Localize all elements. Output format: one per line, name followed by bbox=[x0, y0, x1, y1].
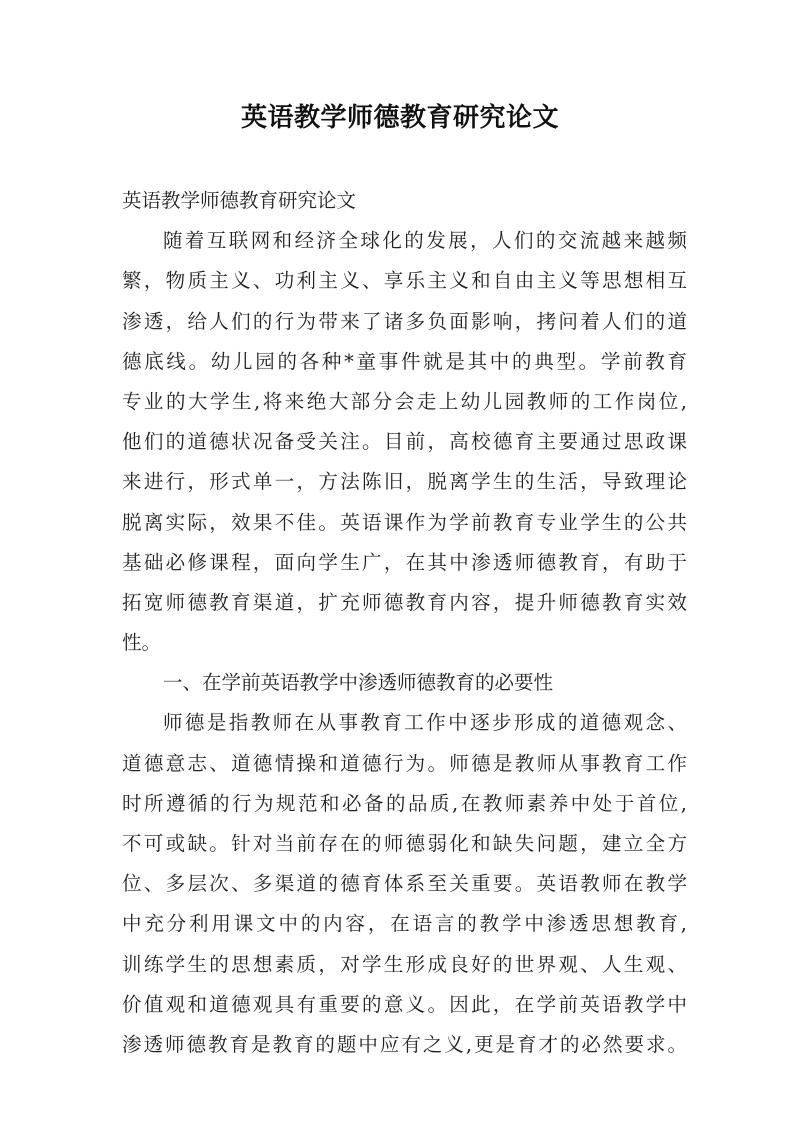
paragraph-2-line: 中充分利用课文中的内容，在语言的教学中渗透思想教育, bbox=[122, 912, 687, 936]
section-heading: 一、在学前英语教学中渗透师德教育的必要性 bbox=[163, 671, 554, 695]
paragraph-1-line: 拓宽师德教育渠道，扩充师德教育内容，提升师德教育实效 bbox=[122, 590, 687, 614]
paragraph-2-line: 位、多层次、多渠道的德育体系至关重要。英语教师在教学 bbox=[122, 872, 687, 896]
document-body bbox=[122, 181, 687, 1065]
paragraph-2-line: 渗透师德教育是教育的题中应有之义,更是育才的必然要求。 bbox=[122, 1032, 687, 1056]
paragraph-2-line: 不可或缺。针对当前存在的师德弱化和缺失问题，建立全方 bbox=[122, 832, 687, 855]
paragraph-1-line: 繁，物质主义、功利主义、享乐主义和自由主义等思想相互 bbox=[122, 269, 687, 293]
paragraph-1-line: 他们的道德状况备受关注。目前，高校德育主要通过思政课 bbox=[122, 430, 687, 454]
paragraph-1-line: 随着互联网和经济全球化的发展，人们的交流越来越频 bbox=[163, 229, 687, 253]
paragraph-2-line: 道德意志、道德情操和道德行为。师德是教师从事教育工作 bbox=[122, 751, 687, 775]
paragraph-2-line: 师德是指教师在从事教育工作中逐步形成的道德观念、 bbox=[163, 711, 687, 735]
paragraph-2-line: 价值观和道德观具有重要的意义。因此，在学前英语教学中 bbox=[122, 992, 687, 1016]
document-title: 英语教学师德教育研究论文 bbox=[240, 103, 559, 133]
paragraph-1-line: 基础必修课程，面向学生广，在其中渗透师德教育，有助于 bbox=[122, 550, 687, 574]
paragraph-1-line: 专业的大学生,将来绝大部分会走上幼儿园教师的工作岗位, bbox=[122, 389, 687, 413]
body-subtitle: 英语教学师德教育研究论文 bbox=[122, 189, 357, 212]
paragraph-1-line: 来进行，形式单一，方法陈旧，脱离学生的生活，导致理论 bbox=[122, 470, 687, 494]
paragraph-1-line: 脱离实际，效果不佳。英语课作为学前教育专业学生的公共 bbox=[122, 510, 687, 534]
paragraph-1-line: 性。 bbox=[122, 631, 162, 655]
paragraph-2-line: 训练学生的思想素质，对学生形成良好的世界观、人生观、 bbox=[122, 952, 687, 976]
paragraph-2-line: 时所遵循的行为规范和必备的品质,在教师素养中处于首位, bbox=[122, 791, 687, 815]
paragraph-1-line: 渗透，给人们的行为带来了诸多负面影响，拷问着人们的道 bbox=[122, 309, 687, 333]
paragraph-1-line: 德底线。幼儿园的各种*童事件就是其中的典型。学前教育 bbox=[122, 349, 687, 373]
